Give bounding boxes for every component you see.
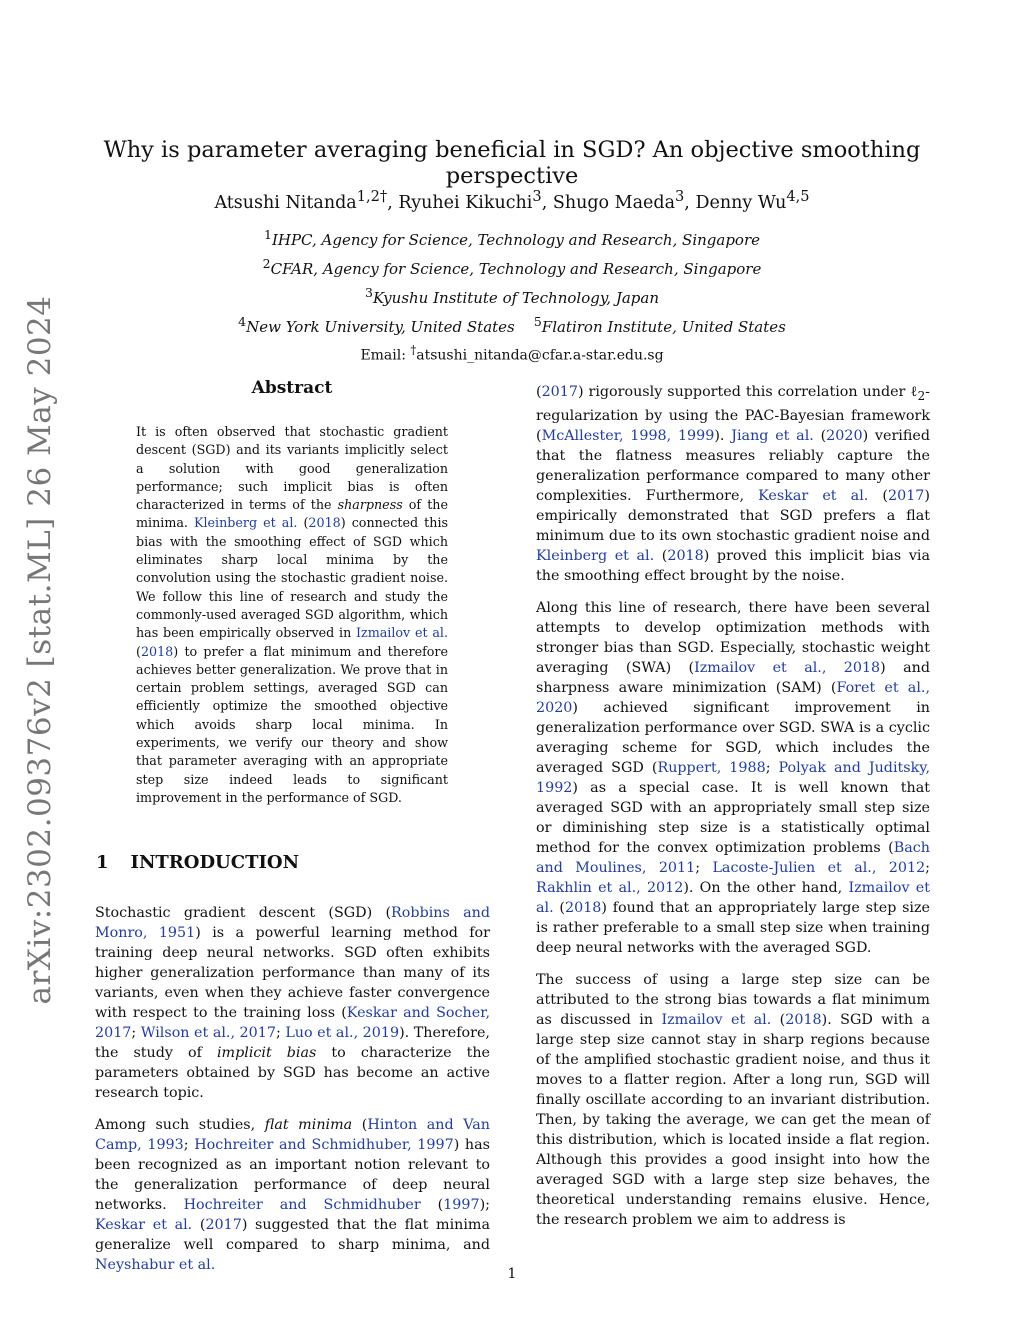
intro-paragraph-4: Along this line of research, there have been several attempts to develop optimization methods with stronger bias than SGD. Especially, stochastic weight averaging (SWA) (Izmailov et al., 2018) and sharpness aware minimization (SAM) (Foret et al., 2020) achieved significant improvement in generalization performance over SGD. SWA is a cyclic averaging scheme for SGD, which includes the averaged SGD (Ruppert, 1988; Polyak and Juditsky, 1992) as a special case. It is well known that averaged SGD with an appropriately small step size or diminishing step size is a statistically optimal method for the convex optimization problems (Bach and Moulines, 2011; Lacoste-Julien et al., 2012; Rakhlin et al., 2012). On the other hand, Izmailov et al. (2018) found that an appropriately large step size is rather preferable to a small step size when training deep neural networks with the averaged SGD.	[536, 599, 931, 956]
citation-link[interactable]: Hinton and Van Camp, 1993	[95, 1117, 491, 1153]
section-heading-introduction	[96, 852, 299, 873]
abstract-section	[136, 378, 448, 807]
citation-link[interactable]: Wilson et al., 2017	[140, 1025, 276, 1041]
citation-link[interactable]: 2017	[541, 384, 578, 400]
citation-link[interactable]: 1997	[443, 1197, 480, 1213]
affiliations	[60, 223, 964, 368]
intro-paragraph-2: Among such studies, flat minima (Hinton and Van Camp, 1993; Hochreiter and Schmidhuber, 1997) has been recognized as an important notion relevant to the generalization performance of deep neural networks. Hochreiter and Schmidhuber (1997); Keskar et al. (2017) suggested that the flat minima generalize well compared to sharp minima, and Neyshabur et al.	[95, 1117, 491, 1273]
author-list: Atsushi Nitanda$^{1,2\dagger}$, Ryuhei Kikuchi$^3$, Shugo Maeda$^3$, Denny Wu$^{4,5}$	[214, 188, 810, 213]
citation-link[interactable]: Hochreiter and Schmidhuber	[183, 1197, 421, 1213]
affiliation-line: $^1$IHPC, Agency for Science, Technology and Research, Singapore	[263, 227, 761, 249]
citation-link[interactable]: 2018	[140, 643, 174, 659]
abstract-heading: Abstract	[251, 378, 333, 398]
citation-link[interactable]: Keskar and Socher, 2017	[95, 1005, 490, 1041]
citation-link[interactable]: Keskar et al.	[95, 1217, 193, 1233]
citation-link[interactable]: Hochreiter and Schmidhuber, 1997	[194, 1137, 454, 1153]
arxiv-identifier: arXiv:2302.09376v2 [stat.ML] 26 May 2024	[22, 295, 58, 1005]
citation-link[interactable]: 2020	[826, 427, 863, 444]
citation-link[interactable]: Izmailov et al.	[661, 1011, 772, 1028]
citation-link[interactable]: Robbins and Monro, 1951	[95, 905, 490, 941]
citation-link[interactable]: Izmailov et al.	[536, 879, 931, 916]
affiliation-line: $^2$CFAR, Agency for Science, Technology and Research, Singapore	[262, 256, 762, 278]
author-name: Ryuhei Kikuchi	[398, 192, 533, 213]
citation-link[interactable]: Luo et al., 2019	[285, 1025, 400, 1041]
email-address[interactable]: atsushi_nitanda@cfar.a-star.edu.sg	[416, 347, 664, 364]
citation-link[interactable]: Polyak and Juditsky, 1992	[536, 759, 930, 796]
author-name: Atsushi Nitanda	[214, 192, 357, 213]
citation-link[interactable]: Foret et al., 2020	[536, 679, 930, 716]
citation-link[interactable]: Bach and Moulines, 2011	[536, 839, 930, 876]
author-name: Denny Wu	[695, 192, 787, 213]
author-affil-mark: 3	[675, 188, 685, 205]
section-number: 1	[96, 852, 109, 873]
citation-link[interactable]: 2017	[205, 1217, 242, 1233]
citation-link[interactable]: Neyshabur et al.	[95, 1257, 216, 1273]
intro-paragraph-3: (2017) rigorously supported this correlation under ℓ$_2$-regularization by using the PAC-Bayesian framework (McAllester, 1998, 1999). Jiang et al. (2020) verified that the flatness measures reliably capture the generalization performance compared to many other complexities. Furthermore, Keskar et al. (2017) empirically demonstrated that SGD prefers a flat minimum due to its own stochastic gradient noise and Kleinberg et al. (2018) proved this implicit bias via the smoothing effect brought by the noise.	[536, 384, 930, 584]
citation-link[interactable]: Rakhlin et al., 2012	[536, 879, 684, 896]
section-title: INTRODUCTION	[130, 852, 300, 873]
citation-link[interactable]: Lacoste-Julien et al., 2012	[712, 859, 926, 876]
citation-link[interactable]: 2018	[308, 515, 341, 531]
citation-link[interactable]: Izmailov et al.	[356, 625, 449, 641]
citation-link[interactable]: Ruppert, 1988	[657, 759, 766, 776]
citation-link[interactable]: Kleinberg et al.	[193, 515, 298, 531]
left-column	[95, 903, 490, 1287]
author-name: Shugo Maeda	[552, 192, 676, 213]
citation-link[interactable]: 2017	[888, 487, 925, 504]
citation-link[interactable]: Izmailov et al., 2018	[694, 659, 881, 676]
arxiv-sidebar-stamp	[20, 295, 60, 1005]
intro-paragraph-5: The success of using a large step size can be attributed to the strong bias towards a flat minimum as discussed in Izmailov et al. (2018). SGD with a large step size cannot stay in sharp regions because of the amplified stochastic gradient noise, and thus it moves to a flatter region. After a long run, SGD will finally oscillate according to an invariant distribution. Then, by taking the average, we can get the mean of this distribution, which is located inside a flat region. Although this provides a good insight into how the averaged SGD with a large step size behaves, the theoretical understanding remains elusive. Hence, the research problem we aim to address is	[536, 971, 930, 1228]
intro-paragraph-1: Stochastic gradient descent (SGD) (Robbins and Monro, 1951) is a powerful learning method for training deep neural networks. SGD often exhibits higher generalization performance than many of its variants, even when they achieve faster convergence with respect to the training loss (Keskar and Socher, 2017; Wilson et al., 2017; Luo et al., 2019). Therefore, the study of implicit bias to characterize the parameters obtained by SGD has become an active research topic.	[95, 905, 491, 1101]
author-affil-mark: 1,2†	[356, 188, 388, 205]
author-affil-mark: 4,5	[786, 188, 810, 205]
citation-link[interactable]: 2018	[785, 1011, 822, 1028]
paper-title: Why is parameter averaging beneficial in SGD? An objective smoothing perspective	[103, 137, 921, 189]
citation-link[interactable]: Kleinberg et al.	[536, 547, 655, 564]
page-number: 1	[507, 1266, 517, 1282]
right-column	[536, 382, 930, 1242]
citation-link[interactable]: 2018	[565, 899, 602, 916]
affiliation-line: $^4$New York University, United States $^5$Flatiron Institute, United States	[238, 314, 786, 336]
citation-link[interactable]: McAllester, 1998, 1999	[541, 427, 715, 444]
citation-link[interactable]: 2018	[667, 547, 704, 564]
abstract-text: It is often observed that stochastic gradient descent (SGD) and its variants implicitly select a solution with good generalization performance; such implicit bias is often characterized in terms of the sharpness of the minima. Kleinberg et al. (2018) connected this bias with the smoothing effect of SGD which eliminates sharp local minima by the convolution using the stochastic gradient noise. We follow this line of research and study the commonly-used averaged SGD algorithm, which has been empirically observed in Izmailov et al. (2018) to prefer a flat minimum and therefore achieves better generalization. We prove that in certain problem settings, averaged SGD can efficiently optimize the smoothed objective which avoids sharp local minima. In experiments, we verify our theory and show that parameter averaging with an appropriate step size indeed leads to significant improvement in the performance of SGD.	[136, 424, 449, 805]
citation-link[interactable]: Jiang et al.	[731, 427, 814, 444]
citation-link[interactable]: Keskar et al.	[758, 487, 869, 504]
email-line: Email: †atsushi_nitanda@cfar.a-star.edu.sg	[360, 343, 664, 364]
author-affil-mark: 3	[532, 188, 542, 205]
affiliation-line: $^3$Kyushu Institute of Technology, Japan	[364, 285, 660, 307]
